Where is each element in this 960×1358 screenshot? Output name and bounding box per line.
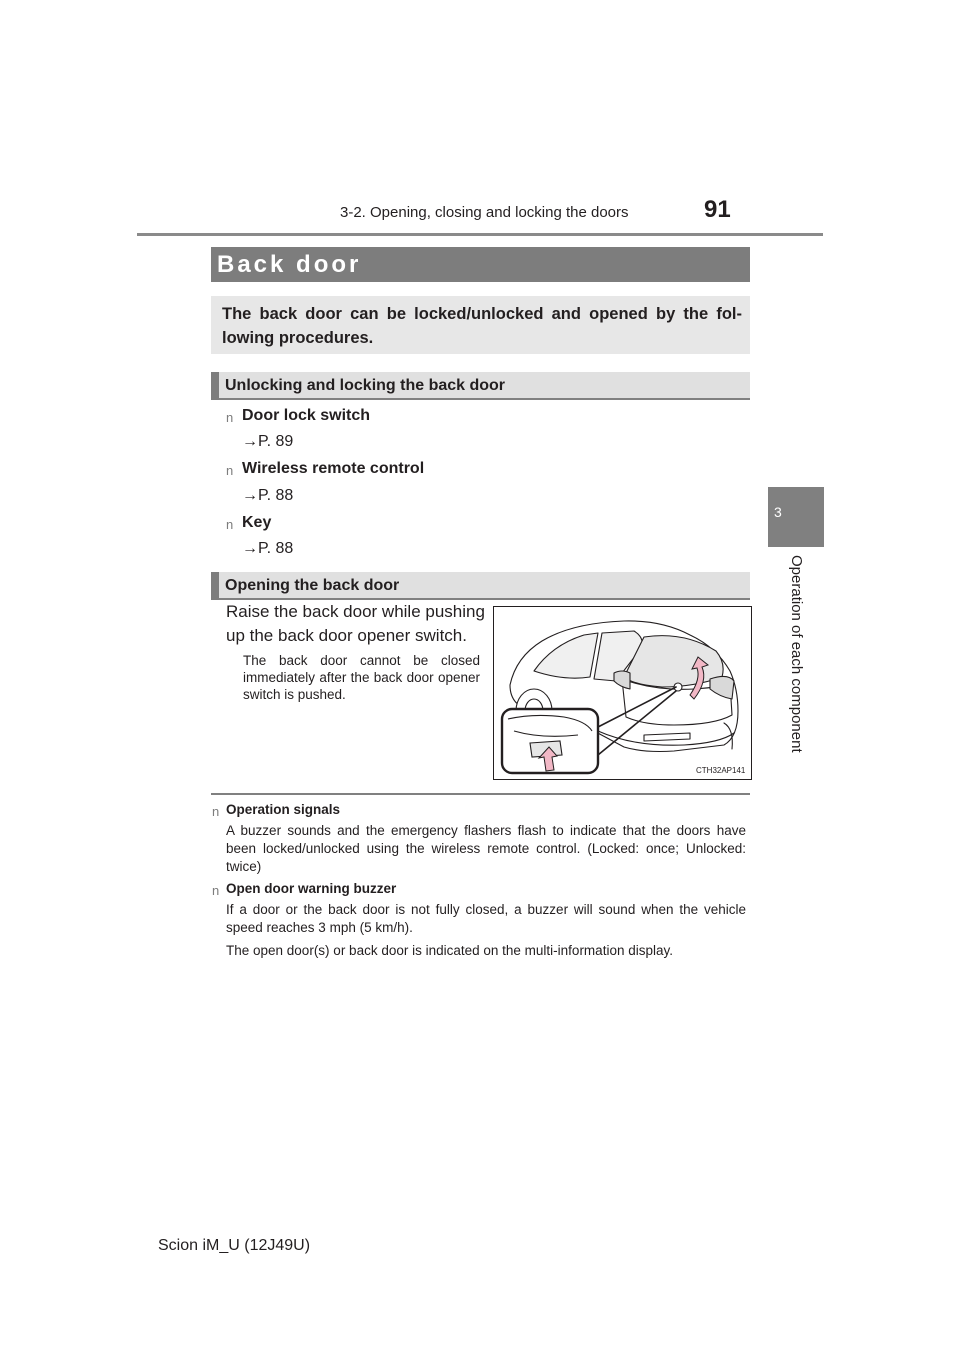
unlocking-heading: Unlocking and locking the back door	[225, 377, 506, 394]
bullet-marker: n	[226, 517, 234, 532]
opening-heading: Opening the back door	[225, 577, 400, 594]
chapter-label: Operation of each component	[788, 555, 805, 753]
intro-text: The back door can be locked/unlocked and opened by the fol-lowing procedures.	[222, 305, 742, 347]
chapter-number: 3	[774, 504, 782, 520]
item-ref-link[interactable]: →P. 88	[242, 540, 294, 557]
note-body-operation-signals: A buzzer sounds and the emergency flashers flash to indicate that the doors have been locked/unlocked using the wireless remote control. (Locked: once; Unlocked: twice)	[226, 823, 746, 874]
opening-instruction: Raise the back door while pushing up the back door opener switch.	[226, 602, 485, 645]
car-rear-illustration	[494, 607, 751, 779]
item-key: Key	[242, 514, 272, 531]
opening-heading-accent	[211, 572, 219, 600]
note-body-open-door-buzzer: If a door or the back door is not fully closed, a buzzer will sound when the vehicle speed reaches 3 mph (5 km/h).	[226, 902, 746, 935]
note-title-open-door-buzzer: Open door warning buzzer	[226, 881, 397, 896]
bullet-marker: n	[226, 410, 234, 425]
bullet-marker: n	[212, 804, 220, 819]
item-ref-link[interactable]: →P. 89	[242, 433, 294, 450]
note-title-operation-signals: Operation signals	[226, 802, 341, 817]
note-body-open-door-display: The open door(s) or back door is indicated on the multi-information display.	[226, 943, 673, 958]
bullet-marker: n	[226, 463, 234, 478]
header-section-path: 3-2. Opening, closing and locking the doors	[340, 204, 629, 221]
opening-note: The back door cannot be closed immediately after the back door opener switch is pushed.	[243, 653, 480, 702]
bullet-marker: n	[212, 883, 220, 898]
item-ref-link[interactable]: →P. 88	[242, 487, 294, 504]
unlocking-heading-accent	[211, 372, 219, 400]
page-number: 91	[704, 196, 731, 223]
header-divider	[137, 233, 823, 236]
section-title: Back door	[217, 251, 362, 278]
notes-divider	[211, 793, 750, 795]
item-door-lock-switch: Door lock switch	[242, 407, 371, 424]
back-door-illustration	[493, 606, 752, 780]
item-wireless-remote: Wireless remote control	[242, 460, 425, 477]
footer-model: Scion iM_U (12J49U)	[158, 1237, 311, 1254]
figure-id: CTH32AP141	[696, 766, 746, 775]
